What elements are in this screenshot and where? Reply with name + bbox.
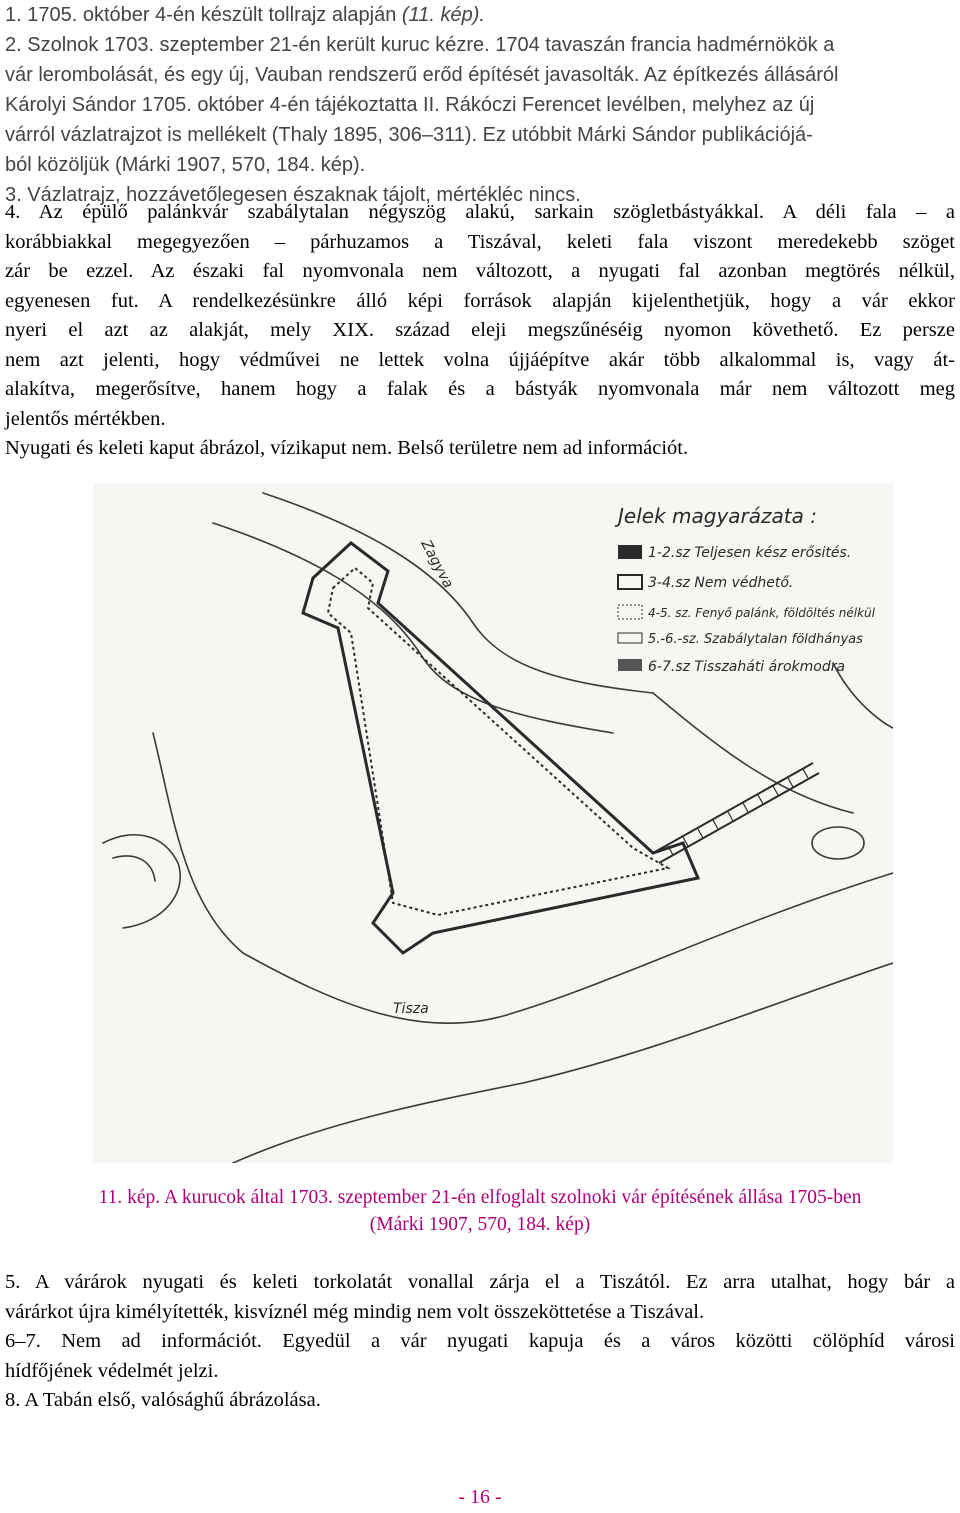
item-2-line-3: Károlyi Sándor 1705. október 4-én tájékoztatta II. Rákóczi Ferencet levélben, melyhez az új [5, 94, 815, 116]
item-4-line-8: jelentős mértékben. [5, 407, 166, 430]
fortress-sketch-map [93, 483, 893, 1163]
item-5-line-2: várárkot újra kimélyítették, kisvíznél még mindig nem volt összeköttetése a Tiszával. [5, 1300, 705, 1323]
item-2-line-5: ból közöljük (Márki 1907, 570, 184. kép). [5, 154, 366, 176]
item-6-7-line-1: 6–7. Nem ad információt. Egyedül a vár nyugati kapuja és a város közötti cölöphíd városi [5, 1330, 955, 1352]
item-4-line-4: egyenesen fut. A rendelkezésünkre álló képi források alapján kijelenthetjük, hogy a vár ekkor [5, 289, 955, 312]
caption-line-2: (Márki 1907, 570, 184. kép) [369, 1214, 591, 1235]
item-4-line-9: Nyugati és keleti kaput ábrázol, vízikaput nem. Belső területre nem ad információt. [5, 437, 689, 459]
item-6-7-line-2: hídfőjének védelmét jelzi. [5, 1359, 219, 1382]
intro-paragraphs [5, 0, 955, 210]
map-drawing [93, 483, 893, 1163]
item-4-line-2: korábbiakkal megegyezően – párhuzamos a Tiszával, keleti fala viszont meredekebb szöget [5, 230, 955, 253]
caption-line-1: 11. kép. A kurucok által 1703. szeptember 21-én elfoglalt szolnoki vár építésének állása 1705-ben [98, 1187, 862, 1208]
legend-item-3: 4-5. sz. Fenyő palánk, földöltés nélkül [648, 606, 875, 620]
figure-caption [0, 1184, 960, 1238]
legend-swatch-5 [618, 659, 642, 671]
item-4-line-5: nyeri el azt az alakját, mely XIX. század eleji megszűnéséig nyomon követhető. Ez persze [5, 319, 955, 341]
item-1-text: 1. 1705. október 4-én készült tollrajz alapján [5, 4, 402, 26]
lower-paragraphs [5, 1268, 955, 1416]
legend-item-4: 5.-6.-sz. Szabálytalan földhányas [648, 632, 863, 647]
legend-item-1: 1-2.sz Teljesen kész erősités. [648, 545, 852, 561]
item-4-paragraph [5, 198, 955, 464]
item-1 [5, 0, 955, 30]
item-2-line-4: várról vázlatrajzot is mellékelt (Thaly 1895, 306–311). Ez utóbbit Márki Sándor publikációjá- [5, 124, 813, 146]
item-4-line-3: zár be ezzel. Az északi fal nyomvonala nem változott, a nyugati fal azonban megtörés nélkül, [5, 260, 955, 282]
river-label-tisza: Tisza [393, 1001, 429, 1017]
item-5-line-1: 5. A várárok nyugati és keleti torkolatát vonallal zárja el a Tiszától. Ez arra utalhat, hogy bár a [5, 1271, 955, 1293]
item-1-figure-ref: (11. kép). [401, 4, 485, 26]
item-4-line-1: 4. Az épülő palánkvár szabálytalan négyszög alakú, sarkain szögletbástyákkal. A déli fala – a [5, 201, 955, 223]
legend-title: Jelek magyarázata : [618, 504, 817, 528]
item-4-line-6: nem azt jelenti, hogy védművei ne lettek volna újjáépítve akár több alkalommal is, vagy át- [5, 348, 955, 371]
item-2-line-1: 2. Szolnok 1703. szeptember 21-én került kuruc kézre. 1704 tavaszán francia hadmérnökök a [5, 34, 835, 56]
legend-swatch-1 [618, 545, 642, 559]
river-label-zagyva: Zagyva [417, 537, 457, 591]
page-number: - 16 - [458, 1486, 502, 1508]
legend-item-2: 3-4.sz Nem védhető. [648, 575, 794, 591]
legend-item-5: 6-7.sz Tisszaháti árokmodra [648, 659, 846, 675]
item-2-line-2: vár lerombolását, és egy új, Vauban rendszerű erőd építését javasolták. Az építkezés állásáról [5, 64, 839, 86]
item-4-line-7: alakítva, megerősítve, hanem hogy a falak és a bástyák nyomvonala már nem változott meg [5, 378, 955, 400]
item-3: 3. Vázlatrajz, hozzávetőlegesen északnak tájolt, mértékléc nincs. [5, 184, 581, 206]
item-8: 8. A Tabán első, valósághű ábrázolása. [5, 1389, 321, 1411]
